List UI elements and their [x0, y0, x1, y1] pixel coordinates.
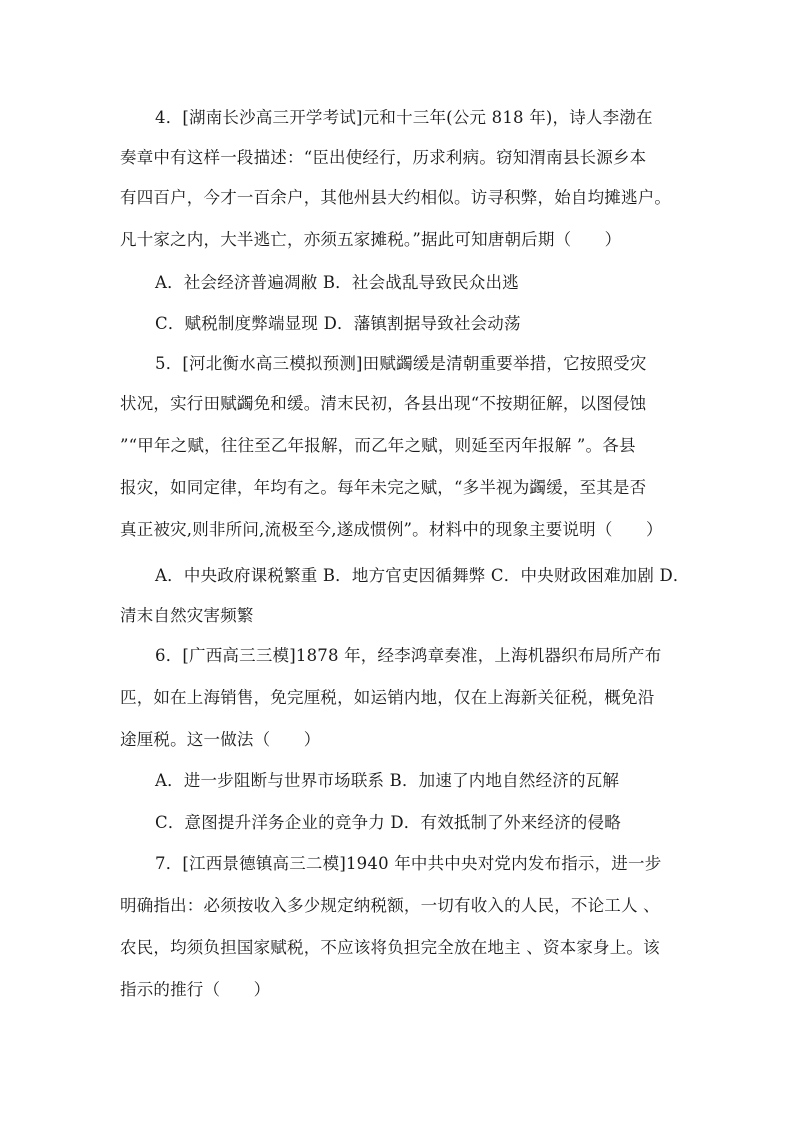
- q7-stem-line-4: 指示的推行（ ）: [120, 980, 271, 999]
- q5-options-line-1: A．中央政府课税繁重 B．地方官吏因循舞弊 C．中央财政困难加剧 D．: [155, 566, 690, 585]
- q5-stem-line-2: 状况，实行田赋蠲免和缓。清末民初，各县出现“不按期征解，以图侵蚀: [120, 394, 647, 413]
- q5-stem-line-1: 5．[河北衡水高三模拟预测]田赋蠲缓是清朝重要举措，它按照受灾: [155, 354, 647, 373]
- q6-stem-line-1: 6．[广西高三三模]1878 年，经李鸿章奏准，上海机器织布局所产布: [155, 646, 662, 665]
- q6-options-ab: A．进一步阻断与世界市场联系 B．加速了内地自然经济的瓦解: [155, 771, 620, 790]
- q4-stem-line-3: 有四百户，今才一百余户，其他州县大约相似。访寻积弊，始自均摊逃户。: [120, 188, 672, 207]
- q5-stem-line-3: ”“甲年之赋，往往至乙年报解，而乙年之赋，则延至丙年报解 ”。各县: [120, 436, 636, 455]
- q6-options-cd: C．意图提升洋务企业的竞争力 D．有效抵制了外来经济的侵略: [155, 813, 621, 832]
- q4-stem-line-4: 凡十家之内，大半逃亡，亦须五家摊税。”据此可知唐朝后期（ ）: [120, 230, 622, 249]
- q4-options-cd: C．赋税制度弊端显现 D．藩镇割据导致社会动荡: [155, 314, 521, 333]
- q6-stem-line-3: 途厘税。这一做法（ ）: [120, 730, 321, 749]
- q4-stem-line-2: 奏章中有这样一段描述：“臣出使经行，历求利病。窃知渭南县长源乡本: [120, 148, 647, 167]
- q7-stem-line-3: 农民，均须负担国家赋税，不应该将负担完全放在地主 、资本家身上。该: [120, 938, 660, 957]
- q6-stem-line-2: 匹，如在上海销售，免完厘税，如运销内地，仅在上海新关征税，概免沿: [120, 688, 655, 707]
- q5-options-line-2: 清末自然灾害频繁: [120, 606, 254, 625]
- q7-stem-line-2: 明确指出：必须按收入多少规定纳税额，一切有收入的人民，不论工人 、: [120, 896, 660, 915]
- q5-stem-line-4: 报灾，如同定律，年均有之。每年未完之赋，“多半视为蠲缓，至其是否: [120, 478, 647, 497]
- q4-options-ab: A．社会经济普遍凋敝 B．社会战乱导致民众出逃: [155, 273, 519, 292]
- q4-stem-line-1: 4．[湖南长沙高三开学考试]元和十三年(公元 818 年)，诗人李渤在: [155, 108, 653, 127]
- q5-stem-line-5: 真正被灾,则非所问,流极至今,遂成惯例”。材料中的现象主要说明（ ）: [120, 520, 663, 539]
- q7-stem-line-1: 7．[江西景德镇高三二模]1940 年中共中央对党内发布指示，进一步: [155, 854, 662, 873]
